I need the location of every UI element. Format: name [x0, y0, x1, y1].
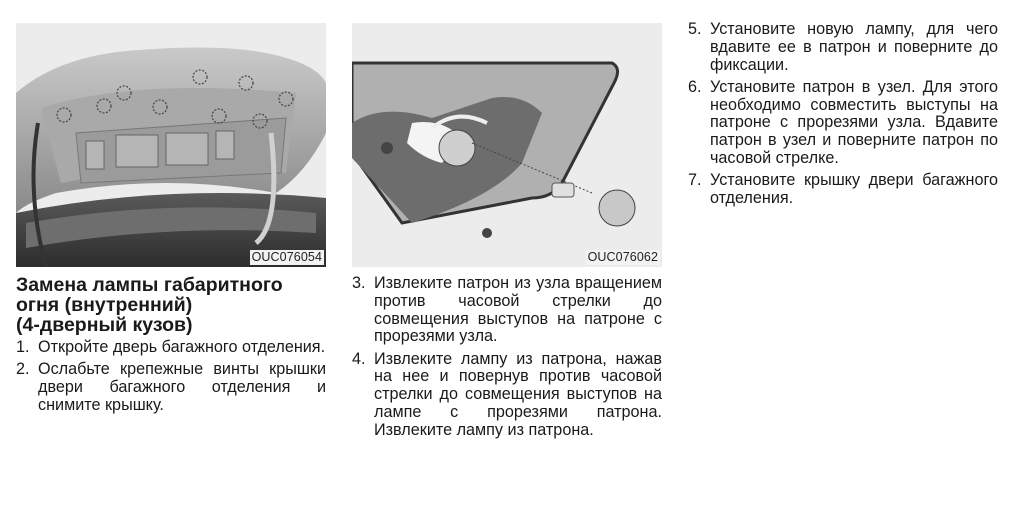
trunk-lid-illustration — [16, 23, 326, 267]
step-item: 4. Извлеките лампу из патрона, нажав на нее и повернув против часовой стрелки до совмещения выступов на лампе с прорезями патрона. Извлеките лампу из патрона. — [352, 349, 662, 439]
step-item: 1. Откройте дверь багажного отделения. — [16, 338, 326, 356]
figure-code: OUC076062 — [587, 250, 658, 264]
column-1 — [16, 275, 326, 419]
figure-trunk-lid — [16, 23, 326, 267]
step-item: 6. Установите патрон в узел. Для этого необходимо совместить выступы на патроне с прорезями узла. Вдавите патрон в узел и поверните патрон по часовой стрелке. — [688, 77, 998, 168]
step-item: 3. Извлеките патрон из узла вращением против часовой стрелки до совмещения выступов на патроне с прорезями узла. — [352, 274, 662, 346]
steps-list — [352, 275, 662, 440]
step-item: 7. Установите крышку двери багажного отделения. — [688, 171, 998, 208]
figure-lamp-socket — [352, 23, 662, 267]
figure-code: OUC076054 — [251, 250, 322, 264]
column-3 — [688, 21, 998, 212]
column-2 — [352, 275, 662, 444]
steps-list — [16, 339, 326, 415]
lamp-socket-illustration — [352, 23, 662, 267]
step-item: 2. Ослабьте крепежные винты крышки двери багажного отделения и снимите крышку. — [16, 360, 326, 414]
step-item: 5. Установите новую лампу, для чего вдавите ее в патрон и поверните до фиксации. — [688, 20, 998, 74]
section-title: Замена лампы габаритного огня (внутренний) (4-дверный кузов) — [16, 274, 283, 336]
steps-list — [688, 21, 998, 208]
